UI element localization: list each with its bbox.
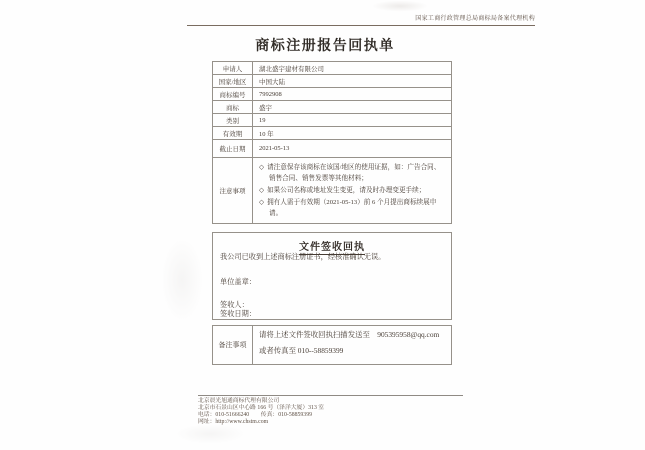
table-row	[213, 114, 451, 127]
row-value: 10 年	[259, 130, 274, 138]
note-item	[259, 162, 443, 184]
diamond-bullet-icon: ◇	[259, 164, 265, 171]
sign-date-label: 签收日期：	[220, 310, 256, 318]
remarks-line-1: 请将上述文件签收回执扫描发送至 905395958@qq.com	[259, 330, 440, 339]
row-value: 盛宇	[259, 104, 272, 112]
receipt-box	[212, 232, 452, 320]
stamp-label: 单位盖章：	[220, 278, 256, 286]
row-label: 申请人	[213, 62, 253, 74]
row-value: 2021-05-13	[259, 145, 290, 152]
note-text: 请注意保存该商标在该国/地区的使用证据，如：广告合同、销售合同、销售发票等其他材料；	[267, 164, 441, 182]
note-text: 如果公司名称或地址发生变更，请及时办理变更手续；	[267, 187, 426, 194]
document-title: 商标注册报告回执单	[255, 39, 395, 54]
agency-header-text: 国家工商行政管理总局商标局备案代理机构	[187, 14, 535, 26]
remarks-line-2: 或者传真至 010--58859399	[259, 346, 344, 355]
remarks-table	[212, 325, 452, 365]
notes-row	[213, 158, 451, 223]
row-label: 商标	[213, 101, 253, 113]
table-row	[213, 62, 451, 75]
table-row	[213, 75, 451, 88]
table-row	[213, 88, 451, 101]
diamond-bullet-icon: ◇	[259, 199, 265, 206]
remarks-label: 备注事项	[213, 326, 253, 364]
row-label: 商标编号	[213, 88, 253, 100]
table-row	[213, 140, 451, 158]
remarks-cell	[253, 326, 451, 364]
footer-company: 北京晨光旭通商标代理有限公司	[198, 398, 280, 404]
footer-website: 网址：http://www.chstm.com	[198, 418, 269, 425]
note-item	[259, 197, 443, 219]
row-value: 湖北盛宇建材有限公司	[259, 65, 324, 73]
note-item	[259, 185, 443, 196]
notes-label: 注意事项	[213, 158, 253, 223]
receipt-title: 文件签收回执	[299, 242, 365, 253]
row-value: 7992908	[259, 90, 282, 98]
row-value: 19	[259, 116, 266, 124]
table-row	[213, 127, 451, 140]
notes-cell	[253, 158, 451, 223]
footer-block	[198, 398, 468, 426]
info-table	[212, 61, 452, 224]
note-text: 拥有人需于有效期（2021-05-13）前 6 个月提出商标续展申请。	[267, 199, 437, 217]
signer-label: 签收人：	[220, 301, 249, 309]
row-label: 有效期	[213, 127, 253, 139]
footer-rule	[198, 395, 463, 396]
row-value: 中国大陆	[259, 78, 285, 86]
footer-address: 北京市石景山区中心路 166 号（泽洋大厦）313 室	[198, 404, 325, 411]
diamond-bullet-icon: ◇	[259, 187, 265, 194]
receipt-statement: 我公司已收到上述商标注册证书，经核准确认无误。	[220, 253, 386, 261]
footer-phone-fax: 电话：010-51666240 传真：010-58859399	[198, 411, 313, 418]
row-label: 截止日期	[213, 140, 253, 157]
table-row	[213, 101, 451, 114]
row-label: 国家/地区	[213, 75, 253, 87]
row-label: 类别	[213, 114, 253, 126]
